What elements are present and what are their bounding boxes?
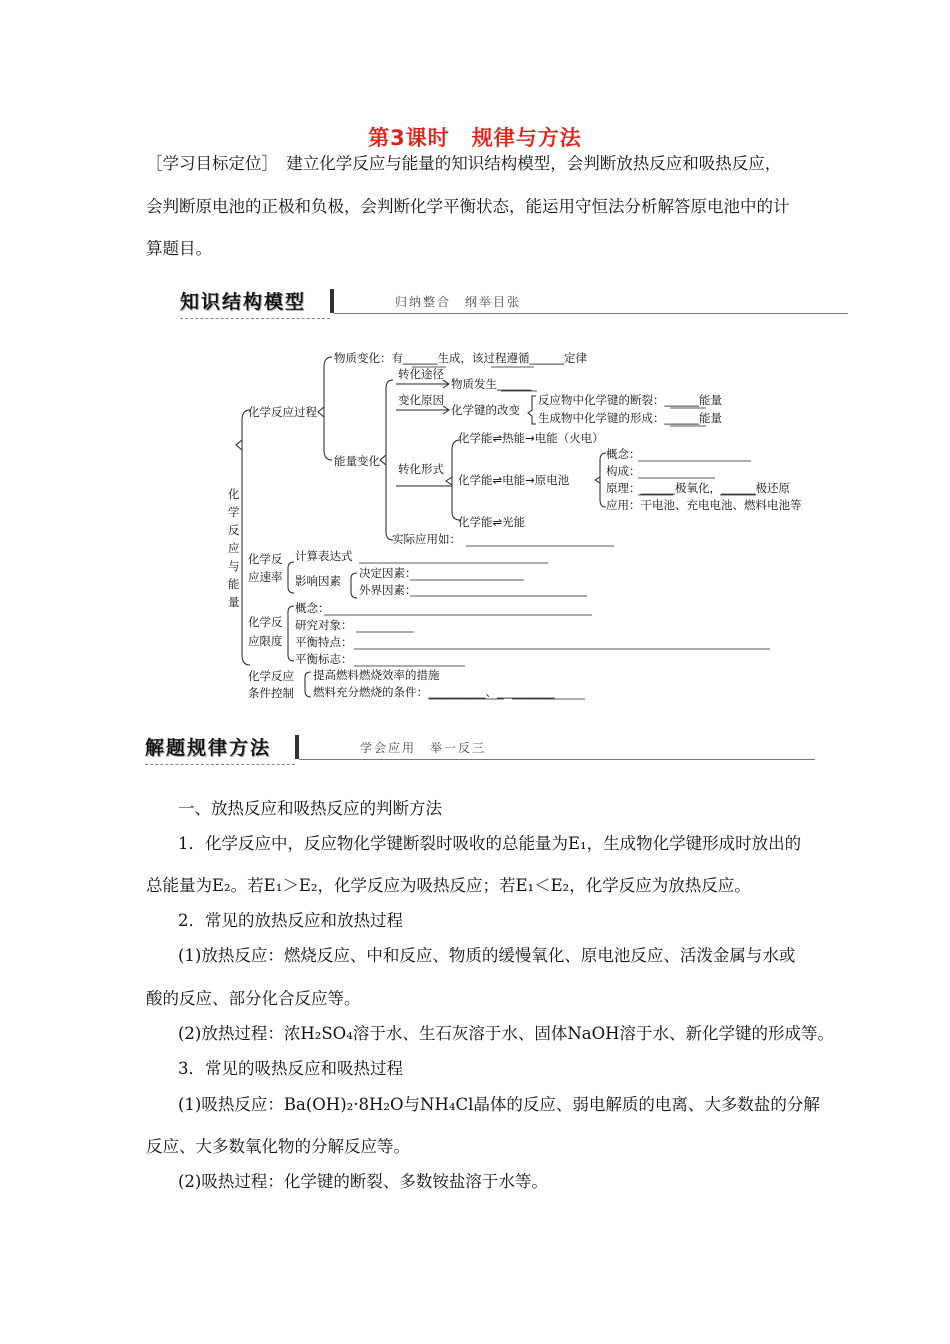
root-char: 量 — [228, 595, 240, 609]
node-cause: 变化原因 — [398, 393, 444, 407]
node-external: 外界因素： — [359, 583, 417, 597]
node-chem-light: 化学能⇌光能 — [458, 515, 526, 529]
node-path: 转化途径 — [398, 367, 444, 381]
node-break: 反应物中化学键的断裂：______能量 — [538, 393, 722, 407]
node-control: 化学反应 — [248, 669, 294, 683]
node-process: 化学反应过程 — [248, 405, 317, 419]
node-eq-sign: 平衡标志： — [295, 652, 353, 666]
section-subtitle: 学会应用 举一反三 — [360, 741, 487, 755]
body-line: (1)放热反应：燃烧反应、中和反应、物质的缓慢氧化、原电池反应、活泼金属与水或 — [178, 946, 796, 965]
node-form: 生成物中化学键的形成：______能量 — [538, 411, 722, 425]
body-line: (2)吸热过程：化学键的断裂、多数铵盐溶于水等。 — [178, 1172, 548, 1191]
node-bond-change: 化学键的改变 — [451, 403, 520, 417]
body-subheading: 2．常见的放热反应和放热过程 — [178, 911, 403, 930]
root-char: 能 — [228, 577, 240, 591]
node-concept2: 概念： — [295, 601, 330, 615]
node-research: 研究对象： — [295, 618, 353, 632]
intro-line-1: ［学习目标定位］ 建立化学反应与能量的知识结构模型，会判断放热反应和吸热反应， — [146, 154, 782, 173]
node-limit: 化学反 — [248, 615, 283, 629]
root-char: 化 — [228, 487, 240, 501]
root-char: 学 — [228, 505, 240, 519]
root-label — [228, 487, 240, 609]
node-rate: 化学反 — [248, 552, 283, 566]
root-char: 反 — [228, 523, 240, 537]
knowledge-structure-diagram — [0, 340, 950, 710]
body-line: (2)放热过程：浓H₂SO₄溶于水、生石灰溶于水、固体NaOH溶于水、新化学键的形成等。 — [178, 1024, 835, 1043]
node-concept: 概念： — [606, 447, 641, 461]
body-line: 总能量为E₂。若E₁＞E₂，化学反应为吸热反应；若E₁＜E₂，化学反应为放热反应。 — [146, 876, 751, 895]
node-control-2: 条件控制 — [248, 686, 294, 700]
node-matter-occur: 物质发生______ — [451, 377, 532, 391]
body-heading-1: 一、放热反应和吸热反应的判断方法 — [178, 799, 442, 818]
intro-line-3: 算题目。 — [146, 239, 212, 258]
section-header-knowledge — [180, 287, 848, 321]
node-limit-2: 应限度 — [248, 634, 283, 648]
root-char: 与 — [228, 559, 240, 573]
section-label: 知识结构模型 — [180, 291, 307, 313]
node-apply: 应用：干电池、充电电池、燃料电池等 — [606, 498, 802, 512]
root-char: 应 — [228, 541, 240, 555]
node-chem-heat: 化学能⇌热能→电能（火电） — [458, 431, 604, 445]
node-matter-change: 物质变化：有______生成，该过程遵循______定律 — [334, 351, 587, 365]
node-chem-elec: 化学能⇌电能→原电池 — [458, 473, 570, 487]
node-form-type: 转化形式 — [398, 462, 444, 476]
node-factors: 影响因素 — [295, 574, 341, 588]
body-line: 酸的反应、部分化合反应等。 — [146, 989, 361, 1008]
body-line: 1．化学反应中，反应物化学键断裂时吸收的总能量为E₁，生成物化学键形成时放出的 — [178, 834, 802, 853]
body-line: 反应、大多数氧化物的分解反应等。 — [146, 1137, 410, 1156]
node-practical: 实际应用如： — [392, 532, 461, 546]
body-line: (1)吸热反应：Ba(OH)₂·8H₂O与NH₄Cl晶体的反应、弱电解质的电离、大多数盐的分解 — [178, 1095, 820, 1114]
body-subheading: 3．常见的吸热反应和吸热过程 — [178, 1059, 403, 1078]
node-calc: 计算表达式 — [295, 549, 353, 563]
section-label: 解题规律方法 — [145, 737, 272, 759]
node-improve: 提高燃料燃烧效率的措施 — [313, 668, 440, 682]
node-sufficient: 燃料充分燃烧的条件：__________、__________ — [313, 685, 555, 699]
section-header-methods — [145, 733, 815, 767]
node-rate-2: 应速率 — [248, 570, 283, 584]
node-energy-change: 能量变化 — [334, 454, 380, 468]
section-subtitle: 归纳整合 纲举目张 — [395, 295, 522, 309]
intro-line-2: 会判断原电池的正极和负极，会判断化学平衡状态，能运用守恒法分析解答原电池中的计 — [146, 197, 790, 216]
node-eq-feature: 平衡特点： — [295, 635, 353, 649]
node-construct: 构成： — [606, 464, 641, 478]
node-principle: 原理：______极氧化，______极还原 — [606, 481, 790, 495]
node-decisive: 决定因素： — [359, 566, 417, 580]
page-title: 第3课时 规律与方法 — [368, 126, 582, 150]
